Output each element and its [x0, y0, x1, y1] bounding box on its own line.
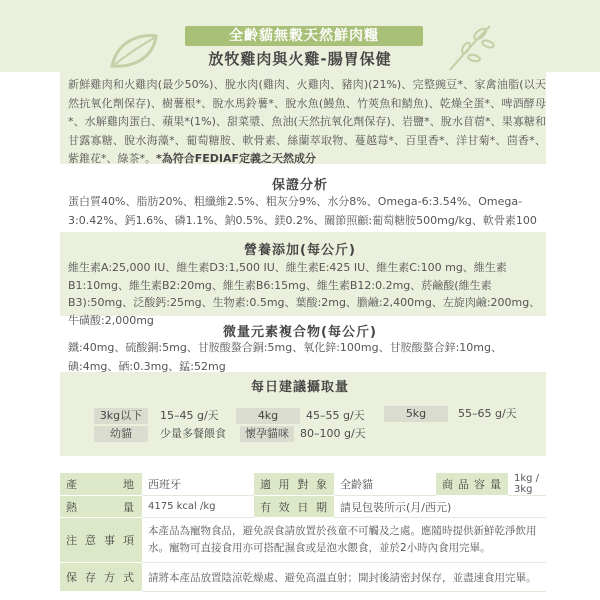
product-info-table: [60, 473, 546, 592]
product-title: 全齡貓無穀天然鮮肉糧: [229, 28, 379, 44]
feed-weight-1: 3kg以下: [94, 408, 148, 424]
weight-value: 1kg / 3kg: [508, 473, 546, 496]
ingredients-text: [68, 76, 546, 169]
feed-kitten: 幼貓: [94, 426, 148, 442]
table-row: [60, 518, 546, 563]
origin-label: 產 地: [60, 473, 142, 496]
origin-value: 西班牙: [142, 473, 254, 496]
calorie-label: 熱 量: [60, 496, 142, 518]
notice-label: 注意事項: [60, 518, 142, 563]
feed-pregnant: 懷孕貓咪: [240, 426, 294, 442]
feed-amount-2: 45–55 g/天: [306, 409, 365, 422]
table-row: [60, 563, 546, 592]
feed-kitten-amount: 少量多餐餵食: [160, 427, 226, 440]
ingredients-note: *為符合FEDIAF定義之天然成分: [156, 152, 317, 165]
feed-amount-1: 15–45 g/天: [160, 409, 219, 422]
table-row: [60, 496, 546, 518]
minerals-title: 微量元素複合物(每公斤): [223, 325, 377, 340]
target-label: 適用對象: [254, 473, 334, 496]
feed-pregnant-amount: 80–100 g/天: [300, 427, 366, 440]
expiry-label: 有效日期: [254, 496, 334, 518]
target-value: 全齡貓: [334, 473, 436, 496]
feeding-title: 每日建議攝取量: [250, 380, 349, 395]
storage-label: 保存方式: [60, 563, 142, 592]
guaranteed-text: 蛋白質40%、脂肪20%、粗纖維2.5%、粗灰分9%、水分8%、Omega-6:3.54%、Omega-3:0.42%、鈣1.6%、磷1.1%、鈉0.5%、鎂0.2%、關節照顧:葡萄糖胺500mg/kg、軟骨素100: [68, 195, 537, 227]
minerals-text: 鐵:40mg、硫酸銅:5mg、甘胺酸螯合銅:5mg、氧化鋅:100mg、甘胺酸螯合鋅:10mg、碘:4mg、硒:0.3mg、錳:52mg: [68, 341, 503, 373]
expiry-value: 請見包裝所示(月/西元): [334, 496, 546, 518]
ingredients-list: 新鮮雞肉和火雞肉(最少50%)、脫水肉(雞肉、火雞肉、豬肉)(21%)、完整豌豆*、家禽油脂(以天然抗氧化劑保存)、樹薯根*、脫水馬鈴薯*、脫水魚(鰻魚、竹莢魚和鯖魚)、乾燥全蛋*、啤酒酵母*、水解雞肉蛋白、蘋果*(1%)、甜菜漿、魚油(天然抗氧化劑保存)、岩鹽*、脫水苜蓿*、果寡糖和甘露寡糖、脫水海藻*、葡萄糖胺、軟骨素、絲蘭萃取物、蔓越莓*、百里香*、洋甘菊*、茴香*、紫錐花*、綠茶*。: [68, 78, 546, 165]
weight-label: 商品容量: [436, 473, 508, 496]
feed-weight-2: 4kg: [236, 408, 300, 424]
table-row: [60, 473, 546, 496]
guaranteed-title: 保證分析: [271, 178, 328, 193]
calorie-value: 4175 kcal /kg: [142, 496, 254, 518]
feed-weight-3: 5kg: [384, 406, 448, 422]
storage-value: 請將本產品放置陰涼乾燥處、避免高溫直射；開封後請密封保存，並盡速食用完畢。: [142, 563, 546, 592]
nutrients-text: 維生素A:25,000 IU、維生素D3:1,500 IU、維生素E:425 IU、維生素C:100 mg、維生素B1:10mg、維生素B2:20mg、維生素B6:15mg、維生素B12:0.2mg、菸鹼酸(維生素B3):50mg、泛酸鈣:25mg、生物素:0.5mg、葉酸:2mg、膽鹼:2,400mg、左旋肉鹼:200mg、牛磺酸:2,000mg: [68, 261, 541, 327]
feed-amount-3: 55–65 g/天: [458, 407, 517, 420]
product-subtitle: 放牧雞肉與火雞-腸胃保健: [208, 50, 392, 68]
nutrients-title: 營養添加(每公斤): [244, 243, 356, 258]
notice-value: 本產品為寵物食品，避免誤食請放置於孩童不可觸及之處。應隨時提供新鮮乾淨飲用水。寵物可直接食用亦可搭配濕食或是泡水餵食，並於2小時內食用完畢。: [142, 518, 546, 563]
